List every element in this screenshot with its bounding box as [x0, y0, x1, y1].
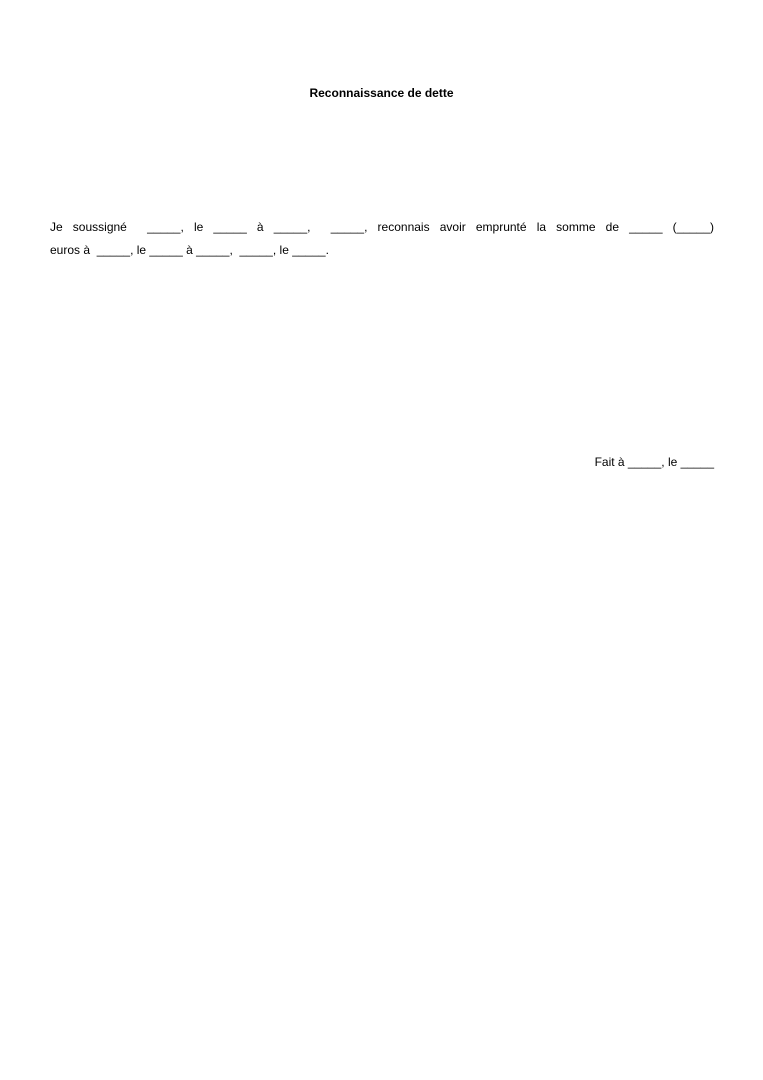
body-text-line-2: euros à _____, le _____ à _____, _____, le _____. [50, 243, 329, 257]
body-text-line-1: Je soussigné _____, le _____ à _____, _____, reconnais avoir emprunté la somme de _____ (_____) [50, 220, 714, 234]
document-title: Reconnaissance de dette [309, 86, 454, 100]
closing-place-date: Fait à _____, le _____ [594, 455, 714, 469]
